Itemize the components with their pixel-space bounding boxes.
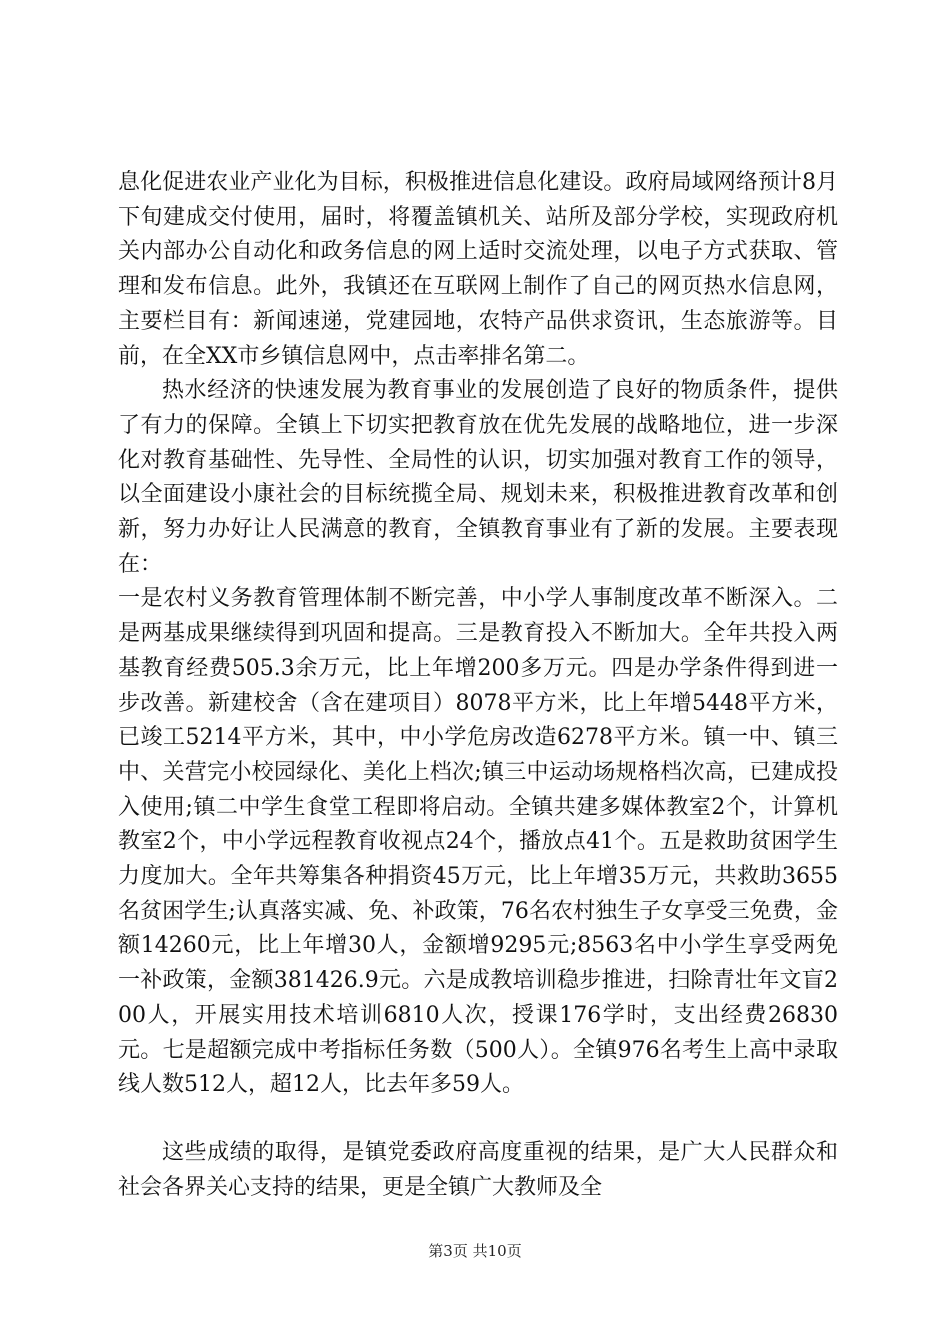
page-number-footer: 第3页 共10页: [428, 1242, 522, 1260]
paragraph-education-intro: 热水经济的快速发展为教育事业的发展创造了良好的物质条件，提供了有力的保障。全镇上下切实把教育放在优先发展的战略地位，进一步深化对教育基础性、先导性、全局性的认识，切实加强对教育工作的领导，以全面建设小康社会的目标统揽全局、规划未来，积极推进教育改革和创新，努力办好让人民满意的教育，全镇教育事业有了新的发展。主要表现在：: [118, 378, 838, 577]
paragraph-conclusion: 这些成绩的取得，是镇党委政府高度重视的结果，是广大人民群众和社会各界关心支持的结果，更是全镇广大教师及全: [118, 1139, 838, 1200]
document-body: [118, 166, 838, 1205]
paragraph-continued: 息化促进农业产业化为目标，积极推进信息化建设。政府局域网络预计8月下旬建成交付使用，届时，将覆盖镇机关、站所及部分学校，实现政府机关内部办公自动化和政务信息的网上适时交流处理，以电子方式获取、管理和发布信息。此外，我镇还在互联网上制作了自己的网页热水信息网，主要栏目有：新闻速递，党建园地，农特产品供求资讯，生态旅游等。目前，在全XX市乡镇信息网中，点击率排名第二。: [118, 170, 838, 369]
paragraph-spacer: [118, 1103, 838, 1136]
paragraph-education-achievements: 一是农村义务教育管理体制不断完善，中小学人事制度改革不断深入。二是两基成果继续得到巩固和提高。三是教育投入不断加大。全年共投入两基教育经费505.3余万元，比上年增200多万元。四是办学条件得到进一步改善。新建校舍（含在建项目）8078平方米，比上年增5448平方米，已竣工5214平方米，其中，中小学危房改造6278平方米。镇一中、镇三中、关营完小校园绿化、美化上档次;镇三中运动场规格档次高，已建成投入使用;镇二中学生食堂工程即将启动。全镇共建多媒体教室2个，计算机教室2个，中小学远程教育收视点24个，播放点41个。五是救助贫困学生力度加大。全年共筹集各种捐资45万元，比上年增35万元，共救助3655名贫困学生;认真落实减、免、补政策，76名农村独生子女享受三免费，金额14260元，比上年增30人，金额增9295元;8563名中小学生享受两免一补政策，金额381426.9元。六是成教培训稳步推进，扫除青壮年文盲200人，开展实用技术培训6810人次，授课176学时，支出经费26830元。七是超额完成中考指标任务数（500人）。全镇976名考生上高中录取线人数512人，超12人，比去年多59人。: [118, 586, 838, 1098]
